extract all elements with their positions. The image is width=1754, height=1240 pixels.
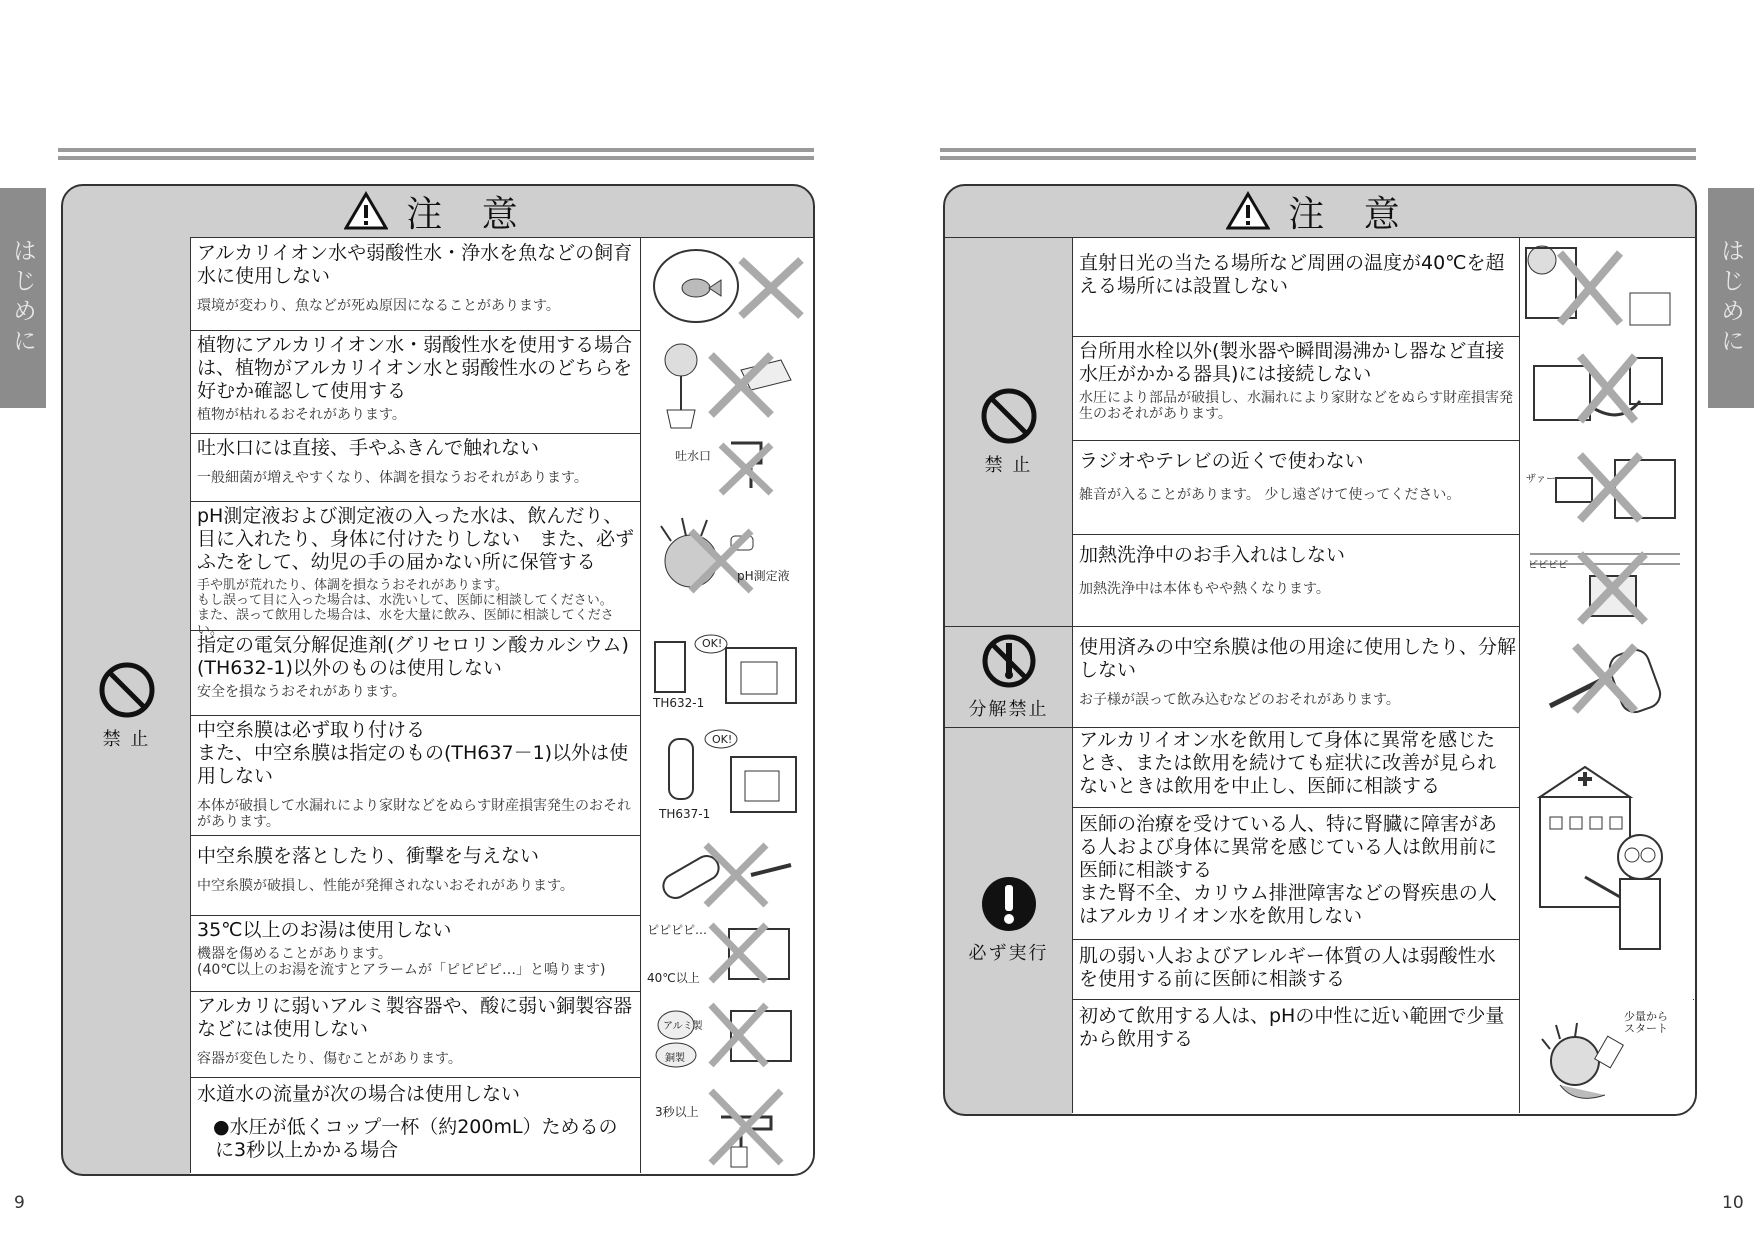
caution-row [191,991,811,1078]
top-rule-right-2 [940,156,1696,160]
row-sub-text: 手や肌が荒れたり、体調を損なうおそれがあります。 もし誤って目に入った場合は、水洗いして、医師に相談してください。 また、誤って飲用した場合は、水を大量に飲み、医師に相談してください。 [197,578,614,638]
row-main-text: 中空糸膜を落としたり、衝撃を与えない [197,845,540,867]
caution-row [1073,534,1693,627]
temperature-label: 40℃以上 [647,971,700,985]
plant-illustration [640,330,811,433]
caution-row [191,1077,811,1173]
category-label: 禁 止 [102,729,151,750]
caution-row [191,433,811,502]
row-sub-text: 一般細菌が増えやすくなり、体調を損なうおそれがあります。 [197,470,588,486]
row-main-text: アルカリイオン水や弱酸性水・浄水を魚などの飼育水に使用しない [197,242,633,287]
row-main-text: ラジオやテレビの近くで使わない [1079,450,1364,472]
top-rule-left-2 [58,156,814,160]
row-main-text: 中空糸膜は必ず取り付ける また、中空糸膜は指定のもの(TH637－1)以外は使用しない [197,719,629,787]
container-illustration [640,991,811,1077]
caution-row [191,330,811,434]
side-tab-right: はじめに [1708,188,1754,408]
seconds-label: 3秒以上 [655,1105,699,1119]
prohibited-icon [980,387,1038,445]
row-main-text: 植物にアルカリイオン水・弱酸性水を使用する場合は、植物がアルカリイオン水と弱酸性水のどちらを好むか確認して使用する [197,334,633,402]
alarm-sound-label: ピピピピ… [647,923,708,937]
caution-panel-right [943,184,1697,1116]
ph-liquid-illustration [640,501,811,630]
panel-title: 注 意 [1288,193,1414,235]
row-main-text: 肌の弱い人およびアレルギー体質の人は弱酸性水を使用する前に医師に相談する [1079,945,1496,990]
warning-triangle-icon [344,191,388,231]
caution-row [1073,807,1519,940]
caution-row [191,630,811,716]
row-main-text: アルカリに弱いアルミ製容器や、酸に弱い銅製容器などには使用しない [197,995,633,1040]
flow-rate-illustration [640,1077,811,1173]
fishbowl-illustration [640,238,811,330]
row-sub-text: お子様が誤って飲み込むなどのおそれがあります。 [1079,692,1400,708]
side-tab-left: はじめに [0,188,46,408]
caution-row [1073,999,1694,1113]
caution-row [1073,626,1693,728]
panel-title: 注 意 [406,193,532,235]
th632-label: TH632-1 [653,696,705,710]
child-drinking-illustration [1519,999,1693,1113]
row-main-text: 初めて飲用する人は、pHの中性に近い範囲で少量から飲用する [1079,1005,1505,1050]
caution-row [191,715,811,836]
caution-row [191,501,811,638]
row-main-text: 医師の治療を受けている人、特に腎臓に障害がある人および身体に異常を感じている人は飲用前に医師に相談する また腎不全、カリウム排泄障害などの腎疾患の人はアルカリイオン水を飲用しない [1079,813,1498,927]
caution-table-left [190,237,813,1174]
noise-label: ザァー [1526,474,1556,485]
top-rule-right-1 [940,148,1696,152]
th637-label: TH637-1 [659,807,711,821]
row-sub-text: 加熱洗浄中は本体もやや熱くなります。 [1079,581,1330,597]
category-column [63,238,190,1174]
warning-triangle-icon [1226,191,1270,231]
row-main-text: 台所用水栓以外(製氷器や瞬間湯沸かし器など直接水圧がかかる器具)には接続しない [1079,340,1505,385]
row-sub-text: 中空糸膜が破損し、性能が発揮されないおそれがあります。 [197,878,574,894]
category-prohibited [945,238,1072,627]
category-label: 分解禁止 [968,699,1049,720]
ok-badge: OK! [702,637,723,650]
caution-table-right [1072,237,1695,1114]
caution-row [1073,238,1693,337]
row-main-text: 吐水口には直接、手やふきんで触れない [197,437,540,459]
ph-liquid-label: pH測定液 [737,569,790,583]
row-main-text: 使用済みの中空糸膜は他の用途に使用したり、分解しない [1079,636,1517,681]
exclamation-icon [980,875,1038,933]
row-sub-text: 植物が枯れるおそれがあります。 [197,407,406,423]
th637-illustration [640,715,811,835]
row-main-text: 水道水の流量が次の場合は使用しない [197,1083,521,1105]
row-main-text: 35℃以上のお湯は使用しない [197,919,452,941]
aluminum-label: アルミ製 [663,1021,703,1032]
row-sub-text: 機器を傷めることがあります。 (40℃以上のお湯を流すとアラームが「ピピピピ…」と鳴ります) [197,946,606,978]
caution-row [191,238,811,331]
caution-panel-left [61,184,815,1176]
heater-connection-illustration [1519,336,1693,440]
category-label: 必ず実行 [968,942,1049,964]
row-bullet-text: ●水圧が低くコップ一杯（約200mL）ためるのに3秒以上かかる場合 [213,1116,618,1161]
panel-header [945,186,1695,236]
row-main-text: 加熱洗浄中のお手入れはしない [1079,544,1346,566]
page-number-left: 9 [14,1193,25,1213]
panel-header [63,186,813,236]
row-sub-text: 安全を損なうおそれがあります。 [197,684,406,700]
heat-cleaning-illustration [1519,534,1693,626]
row-sub-text: 水圧により部品が破損し、水漏れにより家財などをぬらす財産損害発生のおそれがあります。 [1079,390,1513,422]
row-main-text: 直射日光の当たる場所など周囲の温度が40℃を超える場所には設置しない [1079,252,1505,297]
start-small-label: 少量から スタート [1624,1010,1668,1035]
top-rule-left-1 [58,148,814,152]
radio-tv-illustration [1519,440,1693,534]
faucet-outlet-illustration [640,433,811,501]
used-membrane-illustration [1519,626,1693,727]
category-column [945,237,1072,1114]
hot-water-illustration [640,915,811,991]
row-sub-text: 本体が破損して水漏れにより家財などをぬらす財産損害発生のおそれがあります。 [197,798,631,830]
category-label: 禁 止 [984,455,1033,476]
beep-label: ピピピピ [1528,560,1568,571]
row-main-text: pH測定液および測定液の入った水は、飲んだり、目に入れたり、身体に付けたりしない また、必ずふたをして、幼児の手の届かない所に保管する [197,505,635,573]
sunlight-illustration [1519,238,1693,336]
category-no-disassembly [945,627,1072,728]
prohibited-icon [98,661,156,719]
no-disassembly-icon [981,633,1037,689]
copper-label: 銅製 [665,1053,685,1064]
category-prohibited [63,238,190,1174]
caution-row [1073,440,1693,535]
doctor-illustration [1519,727,1693,1000]
caution-row [191,835,811,916]
outlet-label: 吐水口 [675,449,712,463]
caution-row [191,915,811,992]
caution-row [1073,727,1519,808]
row-sub-text: 環境が変わり、魚などが死ぬ原因になることがあります。 [197,298,560,314]
caution-row [1073,336,1693,441]
category-mandatory [945,728,1072,1111]
ok-badge: OK! [712,733,733,746]
th632-illustration [640,630,811,715]
row-sub-text: 容器が変色したり、傷むことがあります。 [197,1051,462,1067]
membrane-drop-illustration [640,835,811,915]
row-main-text: アルカリイオン水を飲用して身体に異常を感じたとき、または飲用を続けても症状に改善が見られないときは飲用を中止し、医師に相談する [1079,729,1497,797]
page-number-right: 10 [1722,1193,1744,1213]
row-sub-text: 雑音が入ることがあります。 少し遠ざけて使ってください。 [1079,487,1461,503]
row-main-text: 指定の電気分解促進剤(グリセロリン酸カルシウム)(TH632-1)以外のものは使用しない [197,634,629,679]
